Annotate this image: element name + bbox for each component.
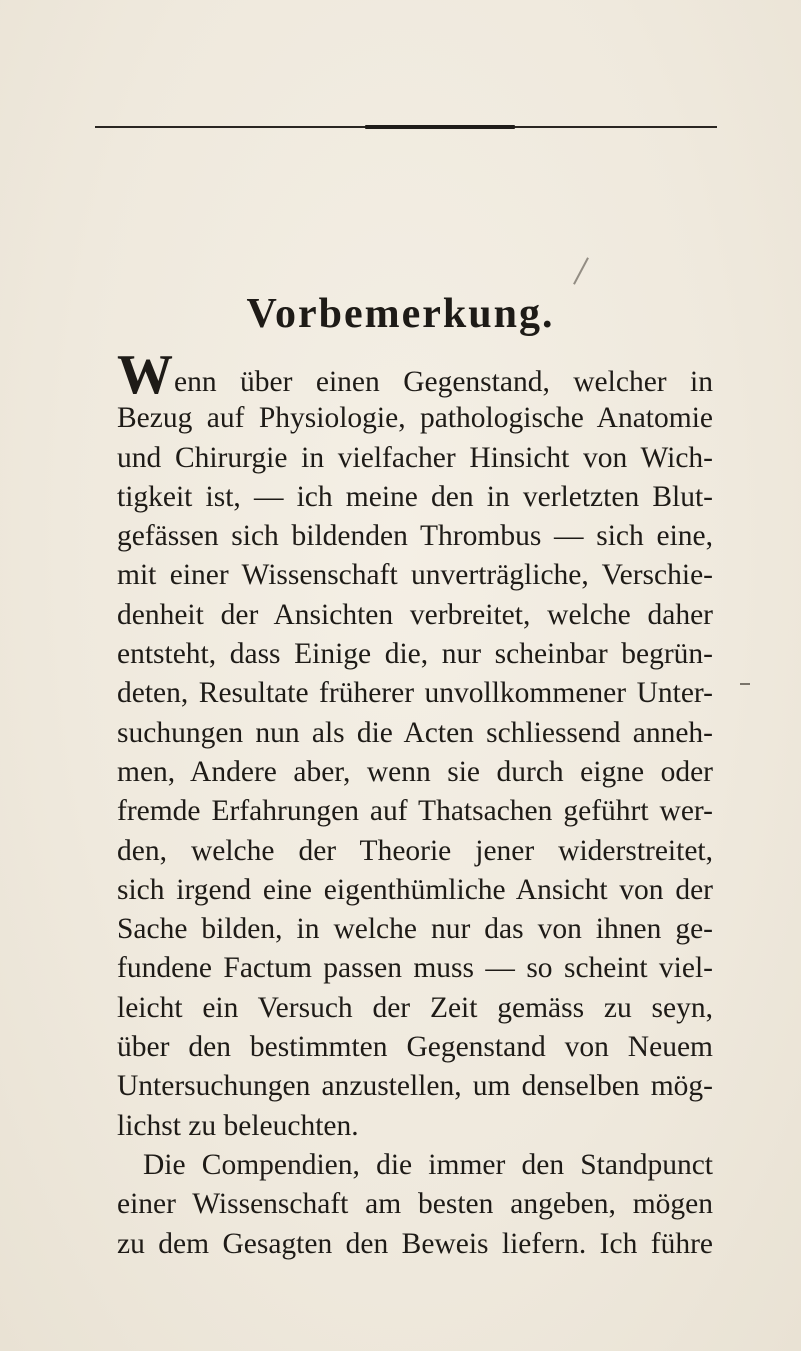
drop-cap: W — [117, 344, 173, 406]
text-line: fundene Factum passen muss — so scheint viel- — [117, 952, 713, 985]
text-line: den, welche der Theorie jener widerstreitet, — [117, 834, 713, 867]
text-line: entsteht, dass Einige die, nur scheinbar begrün- — [117, 638, 713, 671]
body-text — [117, 344, 713, 1264]
text-line: denheit der Ansichten verbreitet, welche daher — [117, 598, 713, 631]
text-line: Die Compendien, die immer den Standpunct — [143, 1148, 713, 1181]
text-line: gefässen sich bildenden Thrombus — sich eine, — [117, 520, 713, 553]
pencil-mark — [573, 257, 589, 284]
page-heading: Vorbemerkung. — [246, 291, 555, 337]
text-line: fremde Erfahrungen auf Thatsachen geführt wer- — [117, 795, 713, 828]
margin-mark — [740, 683, 750, 685]
text-line: und Chirurgie in vielfacher Hinsicht von Wich- — [117, 441, 713, 474]
text-line: Sache bilden, in welche nur das von ihnen ge- — [117, 913, 713, 946]
text-line: sich irgend eine eigenthümliche Ansicht von der — [117, 873, 713, 906]
text-line: deten, Resultate früherer unvollkommener Unter- — [117, 677, 713, 710]
text-line: Untersuchungen anzustellen, um denselben mög- — [117, 1070, 713, 1103]
text-line: über den bestimmten Gegenstand von Neuem — [117, 1031, 713, 1064]
text-line: einer Wissenschaft am besten angeben, mögen — [117, 1188, 713, 1221]
text-line: Bezug auf Physiologie, pathologische Anatomie — [117, 402, 713, 435]
text-line: mit einer Wissenschaft unverträgliche, Verschie- — [117, 559, 713, 592]
text-line: suchungen nun als die Acten schliessend anneh- — [117, 716, 713, 749]
text-line: men, Andere aber, wenn sie durch eigne oder — [117, 755, 713, 788]
text-line: zu dem Gesagten den Beweis liefern. Ich führe — [117, 1227, 713, 1260]
text-line: lichst zu beleuchten. — [117, 1109, 359, 1142]
text-line: leicht ein Versuch der Zeit gemäss zu seyn, — [117, 991, 713, 1024]
text-line: tigkeit ist, — ich meine den in verletzten Blut- — [117, 480, 713, 513]
text-line: Wenn über einen Gegenstand, welcher in — [117, 344, 713, 406]
top-rule-ornament — [365, 125, 515, 129]
